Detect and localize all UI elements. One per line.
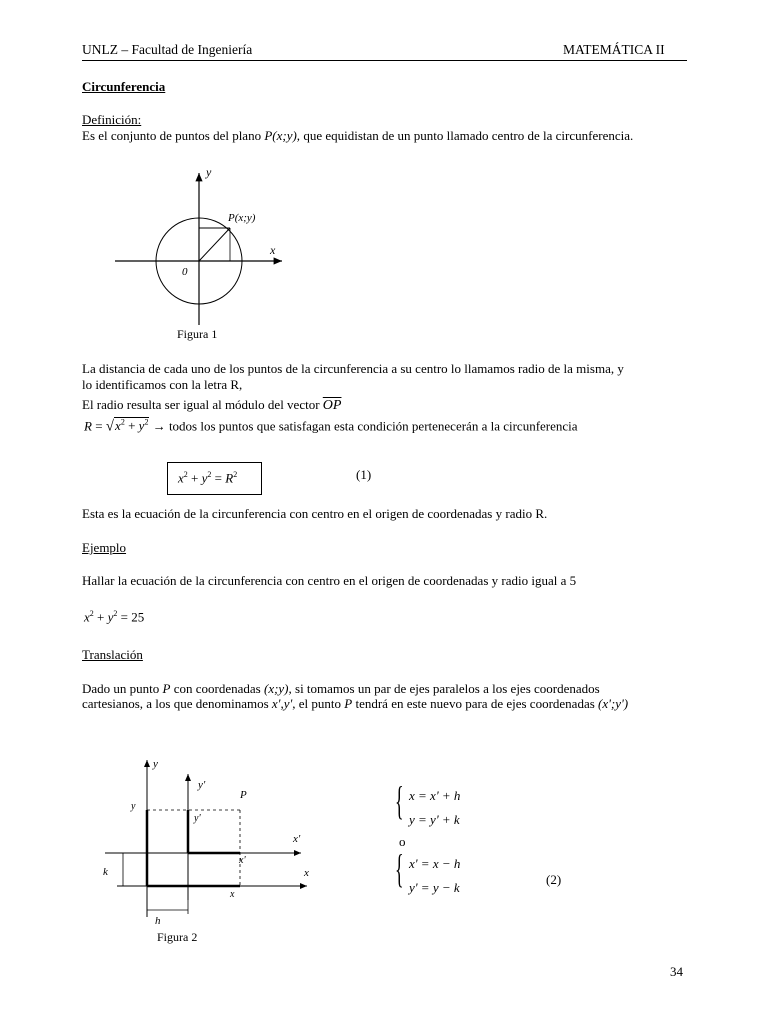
figure-2 [95,752,325,927]
fig2-label-y: y [153,758,158,770]
header-rule [82,60,687,61]
ejemplo-heading: Ejemplo [82,540,127,555]
fig1-p-label: P(x;y) [228,212,256,224]
fig2-tick-y-prime: y' [194,813,201,824]
traslacion-line-1: Dado un punto P con coordenadas (x;y), si tomamos un par de ejes paralelos a los ejes coordenados [82,681,600,696]
ejemplo-result: $x^2 + y^2 = 25$ [84,609,145,625]
fig1-origin-label: 0 [182,266,188,278]
fig2-label-h: h [155,915,161,927]
system-connector: o [399,834,406,849]
radio-line-3: El radio resulta ser igual al módulo del vector $\overline{OP}$ [82,397,342,413]
brace-1: { [395,778,404,823]
section-title: Circunferencia [82,79,166,94]
header-left: UNLZ – Facultad de Ingeniería [82,42,253,57]
definicion-heading: Definición: [82,112,142,127]
fig1-y-label: y [206,165,212,179]
fig1-x-label: x [270,243,276,257]
radius-op [199,228,230,261]
brace-2: { [395,846,404,891]
vector-op: $\overline{OP}$ [322,398,342,413]
definicion-text: Es el conjunto de puntos del plano P(x;y), que equidistan de un punto llamado centro de la circunferencia. [82,128,634,143]
figure-2-caption: Figura 2 [157,930,198,944]
system-number: (2) [546,872,562,887]
fig2-label-x-prime: x' [293,833,301,845]
equation-note: Esta es la ecuación de la circunferencia con centro en el origen de coordenadas y radio R. [82,506,548,521]
page-number: 34 [670,964,683,979]
system-1-eq-1: x = x' + h [409,788,461,803]
fig2-tick-x-prime: x' [239,855,246,866]
system-2-eq-2: y' = y − k [409,880,460,895]
radio-line-2: lo identificamos con la letra R, [82,377,243,392]
fig2-tick-x: x [230,889,235,900]
fig2-label-y-prime: y' [198,779,206,791]
traslacion-line-2: cartesianos, a los que denominamos x',y', el punto P tendrá en este nuevo para de ejes coordenadas (x';y') [82,696,629,711]
radius-formula: $R = √x^2 + y^2$ → todos los puntos que satisfagan esta condición pertenecerán a la circunferencia [84,418,578,435]
figure-1-caption: Figura 1 [177,327,218,341]
equation-1: $x^2 + y^2 = R^2$ [178,470,238,486]
fig2-label-x: x [304,867,309,879]
fig2-tick-y: y [131,801,136,812]
traslacion-heading: Translación [82,647,143,662]
radio-line-1: La distancia de cada uno de los puntos de la circunferencia a su centro lo llamamos radio de la misma, y [82,361,624,376]
fig2-label-p: P [240,789,247,801]
figure-1 [110,165,300,345]
equation-1-number: (1) [356,467,372,482]
fig2-label-k: k [103,866,108,878]
system-1-eq-2: y = y' + k [409,812,460,827]
header-right: MATEMÁTICA II [563,42,665,57]
system-2-eq-1: x' = x − h [409,856,461,871]
ejemplo-text: Hallar la ecuación de la circunferencia con centro en el origen de coordenadas y radio igual a 5 [82,573,577,588]
